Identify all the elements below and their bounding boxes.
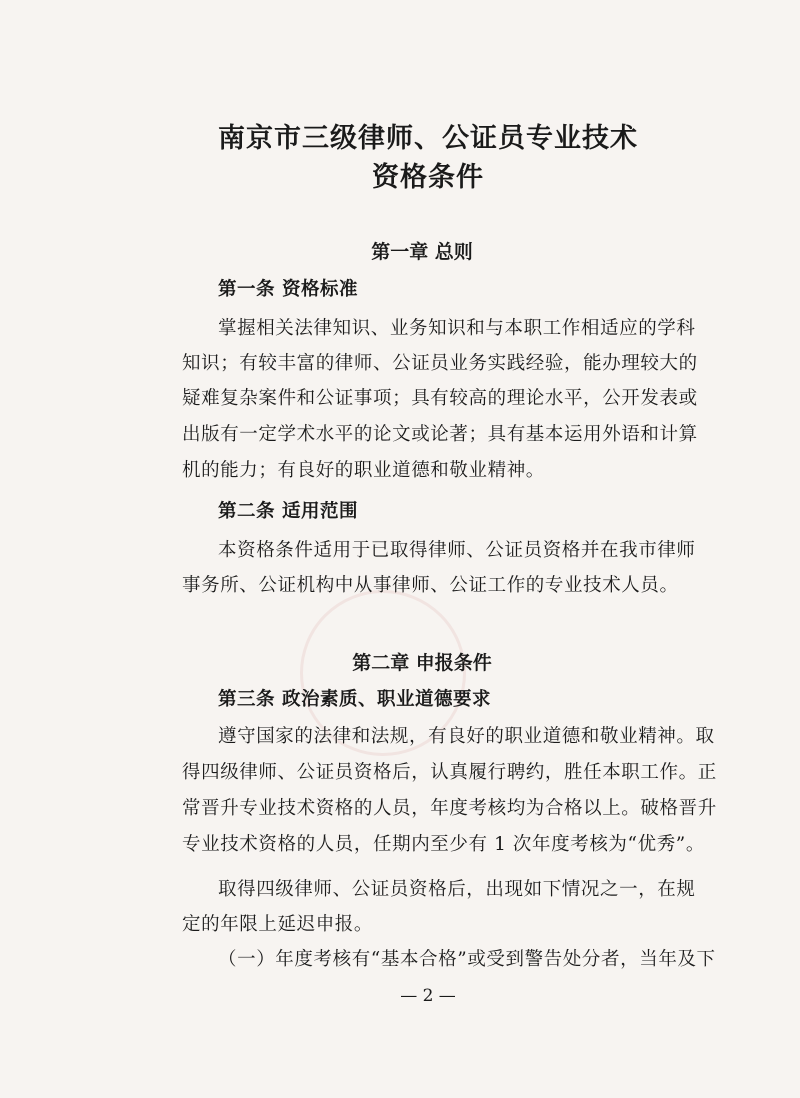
document-title-line1: 南京市三级律师、公证员专业技术	[218, 123, 638, 154]
article-heading-3: 第三条 政治素质、职业道德要求	[218, 689, 491, 710]
article3-line: 得四级律师、公证员资格后，认真履行聘约，胜任本职工作。正	[182, 762, 717, 783]
article1-line: 掌握相关法律知识、业务知识和与本职工作相适应的学科	[218, 318, 696, 339]
article-heading-1: 第一条 资格标准	[218, 279, 358, 300]
item-line: （一）年度考核有“基本合格”或受到警告处分者，当年及下	[218, 949, 716, 970]
document-title-line2: 资格条件	[372, 162, 484, 193]
article3-line: 专业技术资格的人员，任期内至少有 1 次年度考核为“优秀”。	[182, 834, 705, 855]
article3-line: 遵守国家的法律和法规，有良好的职业道德和敬业精神。取	[218, 726, 715, 747]
page-number: — 2 —	[400, 986, 456, 1006]
article1-line: 出版有一定学术水平的论文或论著；具有基本运用外语和计算	[182, 424, 698, 445]
article1-line: 疑难复杂案件和公证事项；具有较高的理论水平，公开发表或	[182, 388, 698, 409]
article2-line: 事务所、公证机构中从事律师、公证工作的专业技术人员。	[182, 575, 679, 596]
article2-line: 本资格条件适用于已取得律师、公证员资格并在我市律师	[218, 540, 696, 561]
paragraph-line: 定的年限上延迟申报。	[182, 914, 374, 935]
chapter-heading-2: 第二章 申报条件	[352, 652, 492, 674]
article1-line: 机的能力；有良好的职业道德和敬业精神。	[182, 460, 545, 481]
article-heading-2: 第二条 适用范围	[218, 501, 358, 522]
chapter-heading-1: 第一章 总则	[371, 241, 473, 263]
paragraph-line: 取得四级律师、公证员资格后，出现如下情况之一，在规	[218, 879, 696, 900]
article1-line: 知识；有较丰富的律师、公证员业务实践经验，能办理较大的	[182, 353, 698, 374]
article3-line: 常晋升专业技术资格的人员，年度考核均为合格以上。破格晋升	[182, 798, 717, 819]
